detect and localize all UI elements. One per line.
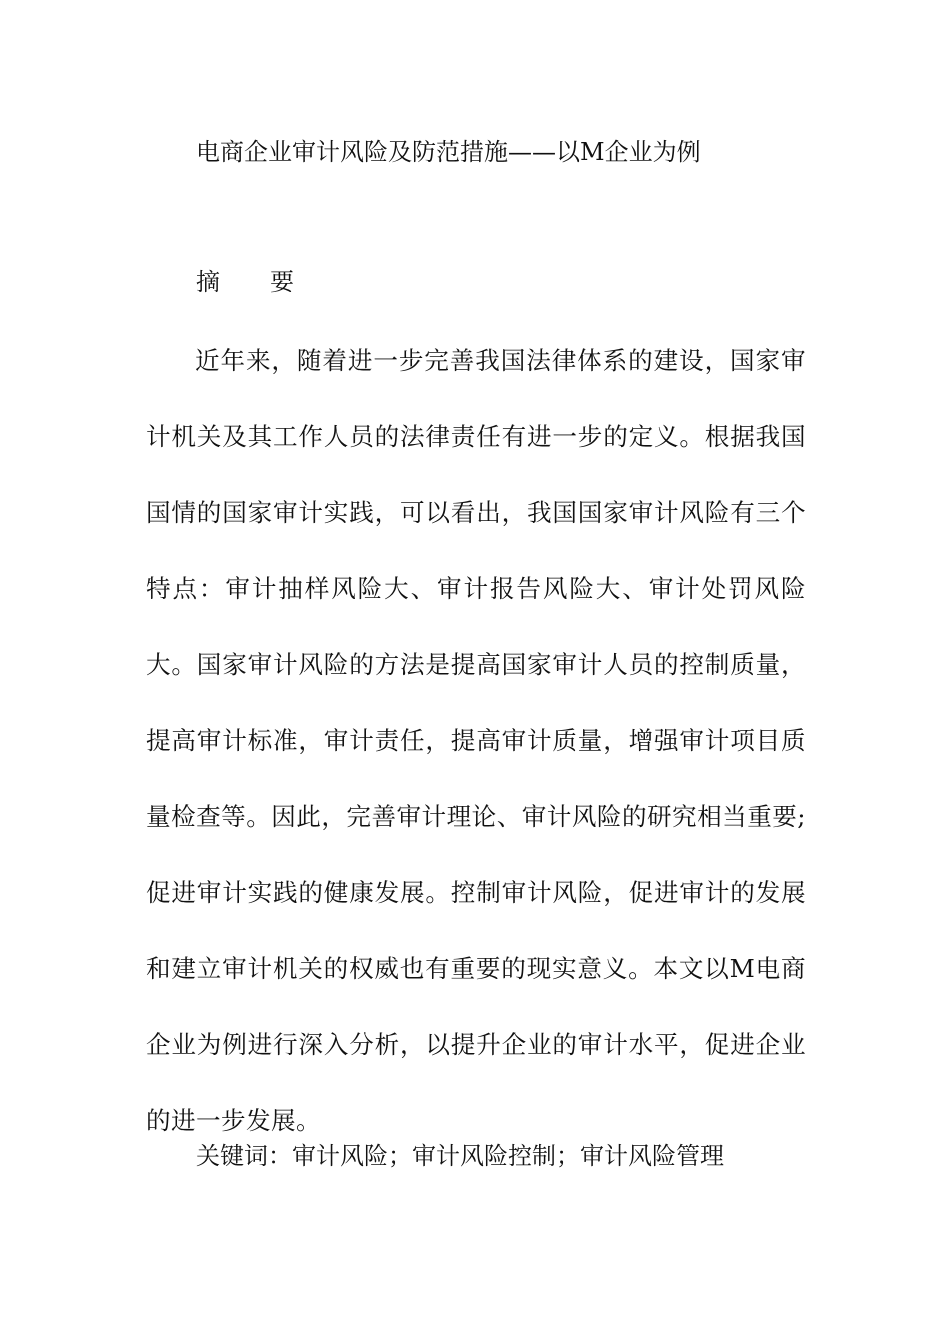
abstract-heading: [196, 262, 294, 302]
keywords-line: 关键词：审计风险；审计风险控制；审计风险管理: [196, 1142, 724, 1170]
document-title: 电商企业审计风险及防范措施——以M企业为例: [196, 138, 701, 166]
abstract-heading-char-1: 摘: [196, 268, 220, 296]
abstract-body: 近年来，随着进一步完善我国法律体系的建设，国家审计机关及其工作人员的法律责任有进一步的定义。根据我国国情的国家审计实践，可以看出，我国国家审计风险有三个特点：审计抽样风险大、审计报告风险大、审计处罚风险大。国家审计风险的方法是提高国家审计人员的控制质量，提高审计标准，审计责任，提高审计质量，增强审计项目质量检查等。因此，完善审计理论、审计风险的研究相当重要;促进审计实践的健康发展。控制审计风险，促进审计的发展和建立审计机关的权威也有重要的现实意义。本文以M电商企业为例进行深入分析，以提升企业的审计水平，促进企业的进一步发展。: [146, 346, 806, 1135]
abstract-heading-char-2: 要: [270, 268, 294, 296]
